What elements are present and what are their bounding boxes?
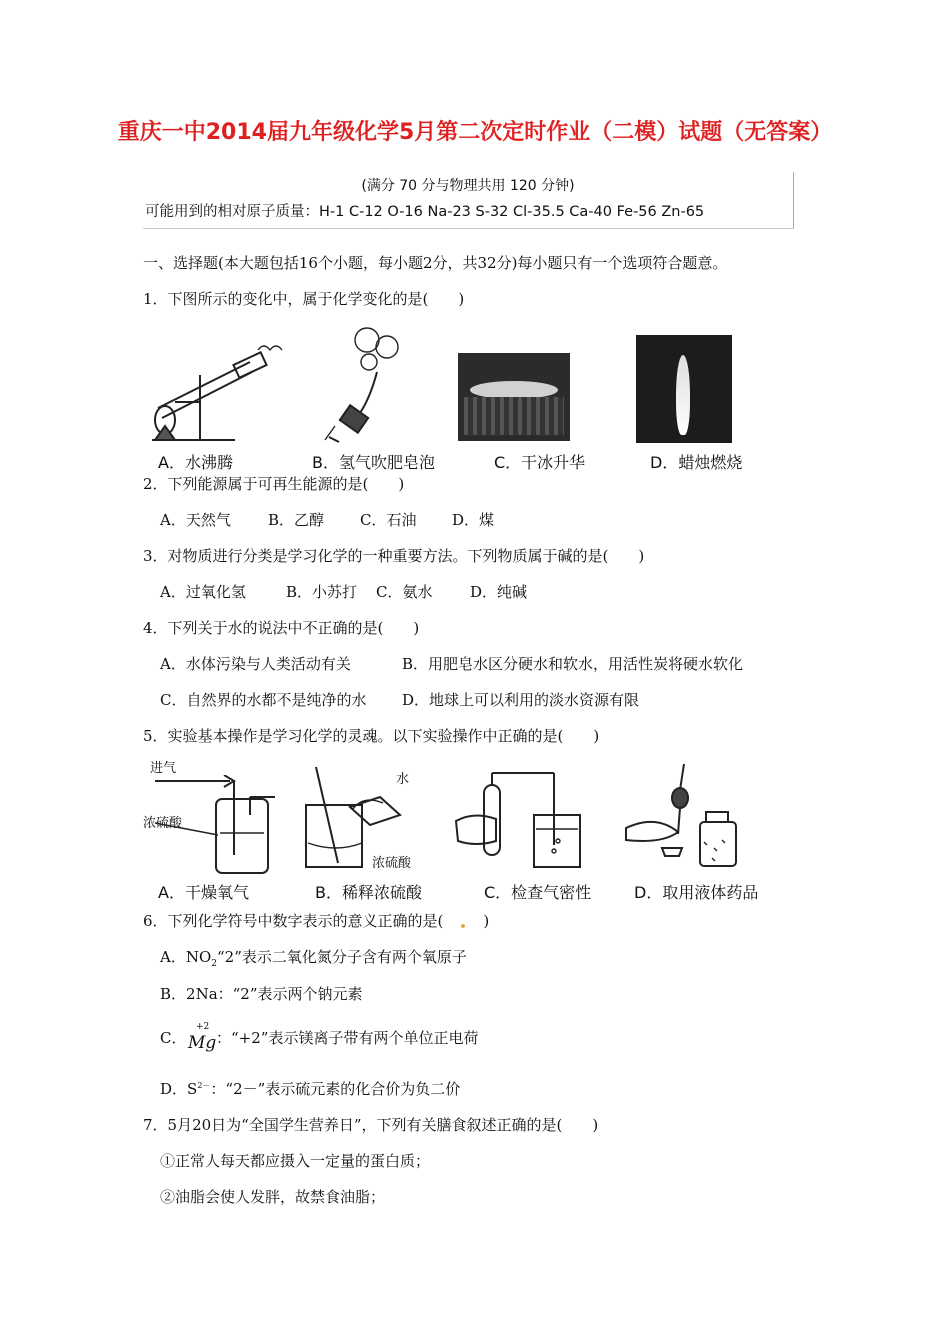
q2-option-a: A．天然气: [160, 511, 231, 529]
q3-option-d: D．纯碱: [470, 583, 528, 601]
q1-stem: 1．下图所示的变化中，属于化学变化的是( ): [143, 290, 465, 308]
q6-option-c-text: ：“+2”表示镁离子带有两个单位正电荷: [216, 1029, 479, 1047]
q3-option-a: A．过氧化氢: [160, 583, 246, 601]
q7-stem: 7．5月20日为“全国学生营养日”，下列有关膳食叙述正确的是( ): [143, 1116, 599, 1134]
candle-photo: [636, 335, 732, 443]
atomic-masses: 可能用到的相对原子质量：H-1 C-12 O-16 Na-23 S-32 Cl-35.5 Ca-40 Fe-56 Zn-65: [145, 204, 705, 220]
acid-label-b: 浓硫酸: [372, 856, 412, 871]
q6-option-d: D．$S^{2-}$：“2－”表示硫元素的化合价为负二价: [160, 1080, 461, 1098]
q4-option-c: C．自然界的水都不是纯净的水: [160, 691, 367, 709]
dry-ice-photo: [458, 353, 570, 441]
info-box: [143, 172, 794, 229]
q7-item-1: ①正常人每天都应摄入一定量的蛋白质；: [160, 1152, 431, 1170]
q6-option-c: C．: [160, 1029, 187, 1047]
q3-option-b: B．小苏打: [286, 583, 358, 601]
soap-bubble-figure: [305, 322, 445, 447]
q7-item-2: ②油脂会使人发胖，故禁食油脂；: [160, 1188, 386, 1206]
q1-caption-d: D．蜡烛燃烧: [650, 453, 743, 472]
q2-option-b: B．乙醇: [268, 511, 325, 529]
q2-option-d: D．煤: [452, 511, 495, 529]
boiling-water-figure: [140, 330, 290, 445]
score-time-note: (满分 70 分与物理共用 120 分钟): [361, 178, 575, 194]
mg-charge: +2: [196, 1022, 210, 1032]
q1-caption-b: B．氢气吹肥皂泡: [312, 453, 435, 472]
q1-caption-a: A．水沸腾: [158, 453, 233, 472]
acid-label-a: 浓硫酸: [143, 816, 183, 831]
water-label: 水: [396, 772, 410, 787]
q4-stem: 4．下列关于水的说法中不正确的是( ): [143, 619, 420, 637]
document-title: 重庆一中2014届九年级化学5月第二次定时作业（二模）试题（无答案）: [117, 120, 833, 145]
airtight-check-figure: [454, 765, 584, 875]
gas-inlet-label: 进气: [150, 761, 177, 776]
q2-stem: 2．下列能源属于可再生能源的是( ): [143, 475, 405, 493]
q5-caption-c: C．检查气密性: [484, 883, 592, 902]
q5-stem: 5．实验基本操作是学习化学的灵魂。以下实验操作中正确的是( ): [143, 727, 600, 745]
mg-symbol: Mg: [188, 1033, 217, 1053]
q4-option-b: B．用肥皂水区分硬水和软水，用活性炭将硬水软化: [402, 655, 744, 673]
q6-option-a: A．$NO_2“2$”表示二氧化氮分子含有两个氧原子: [160, 948, 467, 969]
q2-option-c: C．石油: [360, 511, 417, 529]
q3-stem: 3．对物质进行分类是学习化学的一种重要方法。下列物质属于碱的是( ): [143, 547, 645, 565]
gas-drying-figure: [150, 775, 280, 875]
q4-option-d: D．地球上可以利用的淡水资源有限: [402, 691, 640, 709]
q5-caption-a: A．干燥氧气: [158, 883, 249, 902]
section-heading: 一、选择题(本大题包括16个小题，每小题2分，共32分)每小题只有一个选项符合题意。: [143, 254, 728, 272]
q4-option-a: A．水体污染与人类活动有关: [160, 655, 351, 673]
q3-option-c: C．氨水: [376, 583, 433, 601]
dilute-acid-figure: [298, 765, 438, 875]
liquid-dropper-figure: [622, 762, 752, 877]
q6-option-b: B．2Na：“2”表示两个钠元素: [160, 985, 363, 1003]
q5-caption-d: D．取用液体药品: [634, 883, 759, 902]
q6-stem: 6．下列化学符号中数字表示的意义正确的是( ): [143, 912, 490, 930]
q5-caption-b: B．稀释浓硫酸: [315, 883, 422, 902]
q1-caption-c: C．干冰升华: [494, 453, 586, 472]
